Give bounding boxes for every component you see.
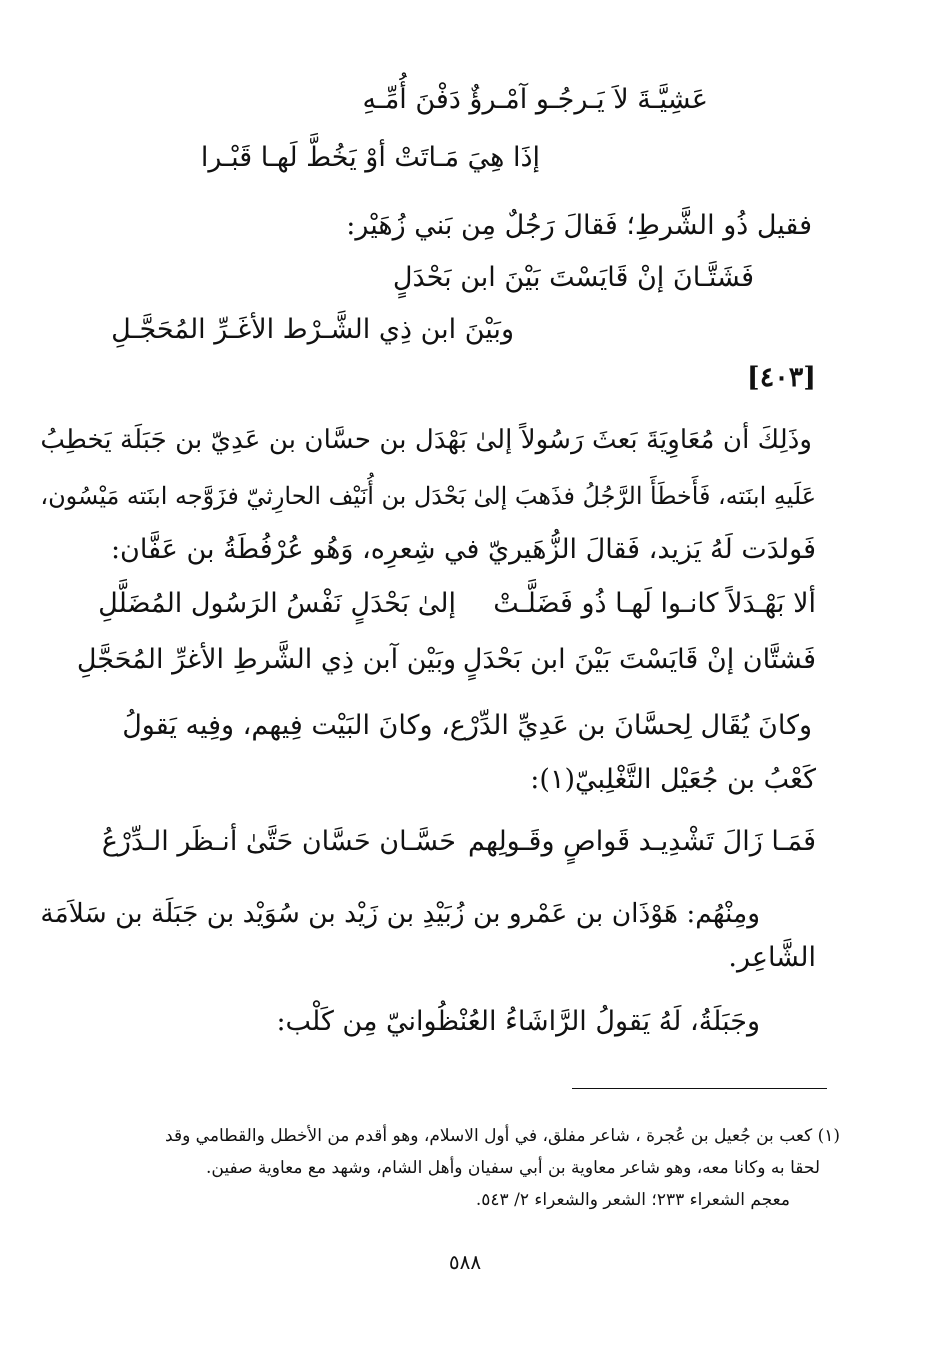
poem1-line1: عَشِيَّـةَ لاَ يَـرجُـو آمْـرؤٌ دَفْنَ أُمِّـهِ: [362, 84, 708, 115]
paragraph-4-line2: الشَّاعِر.: [728, 942, 816, 973]
page-number: ٥٨٨: [448, 1250, 482, 1274]
paragraph-2-line3: فَولدَت لَهُ يَزيد، فَقالَ الزُّهَيريّ في شِعرِه، وَهُو عُرْفُطَةُ بن عَفَّان:: [110, 534, 816, 565]
poem4-right: فَمَـا زَالَ تَشْدِيـد قَواصٍ وقَـولِهم: [468, 826, 816, 857]
page-marker: [٤٠٣]: [746, 362, 816, 393]
poem3-row1-left: إلىٰ بَحْدَلٍ نَفْسُ الرَسُول المُضَلَّلِ: [98, 588, 456, 619]
poem2-line2: وبَيْنَ ابن ذِي الشَّـرْط الأغَـرِّ المُحَجَّـلِ: [111, 314, 514, 345]
paragraph-2-line2: عَلَيهِ ابنَته، فَأَخطَأَ الرَّجُلُ فذَهبَ إلىٰ بَحْدَل بن أُنَيْف الحارِثيّ فزَوَّجه ابنَته مَيْسُون،: [40, 482, 816, 510]
footnote-line3: معجم الشعراء ٢٣٣؛ الشعر والشعراء ٢/ ٥٤٣.: [475, 1190, 790, 1210]
footnote-divider: [572, 1088, 827, 1089]
poem4-left: حَسَّـان حَسَّان حَتَّىٰ أنـظَر الـدِّرْعُ: [101, 826, 456, 857]
footnote-line1: (١) كعب بن جُعيل بن عُجرة ، شاعر مفلق، في أول الاسلام، وهو أقدم من الأخطل والقطامي وقد: [165, 1126, 840, 1146]
paragraph-3-line1: وكانَ يُقَال لِحسَّانَ بن عَدِيِّ الدِّرْع، وكانَ البَيْت فِيهم، وفِيه يَقولُ: [122, 710, 812, 741]
poem3-row2-right: فَشتَّان إنْ قَايَسْتَ بَيْنَ ابن بَحْدَلٍ: [462, 644, 816, 675]
paragraph-4-line1: ومِنْهُم: هَوْذَان بن عَمْرو بن زُبَيْدِ بن زَيْد بن سُوَيْد بن جَبَلَة بن سَلاَمَة: [40, 898, 760, 929]
poem2-line1: فَشَتَّـانَ إنْ قَايَسْتَ بَيْنَ ابن بَحْدَلٍ: [392, 262, 754, 293]
paragraph-1: فقيل ذُو الشَّرطِ؛ فَقالَ رَجُلٌ مِن بَني زُهَيْر:: [346, 210, 812, 241]
poem3-row1-right: ألا بَهْـدَلاً كانـوا لَهـا ذُو فَضَلَّـتْ: [493, 588, 816, 619]
footnote-line2: لحقا به وكانا معه، وهو شاعر معاوية بن أبي سفيان وأهل الشام، وشهد مع معاوية صفين.: [206, 1158, 820, 1178]
poem3-row2-left: وبَيْن آبن ذِي الشَّرطِ الأغرِّ المُحَجَّلِ: [76, 644, 456, 675]
paragraph-5: وجَبَلَةُ، لَهُ يَقولُ الرَّاشَاءُ العُنْظُوانيّ مِن كَلْب:: [276, 1006, 760, 1037]
paragraph-3-line2: كَعْبُ بن جُعَيْل التَّغْلِبيّ(١):: [530, 764, 816, 795]
poem1-line2: إذَا هِيَ مَـاتَتْ أوْ يَخُطَّ لَهـا قَبْـرا: [200, 142, 540, 173]
paragraph-2-line1: وذَلِكَ أن مُعَاوِيَةَ بَعثَ رَسُولاً إلىٰ بَهْدَل بن حسَّان بن عَدِيّ بن جَبَلَة يَخطِبُ: [40, 425, 812, 455]
